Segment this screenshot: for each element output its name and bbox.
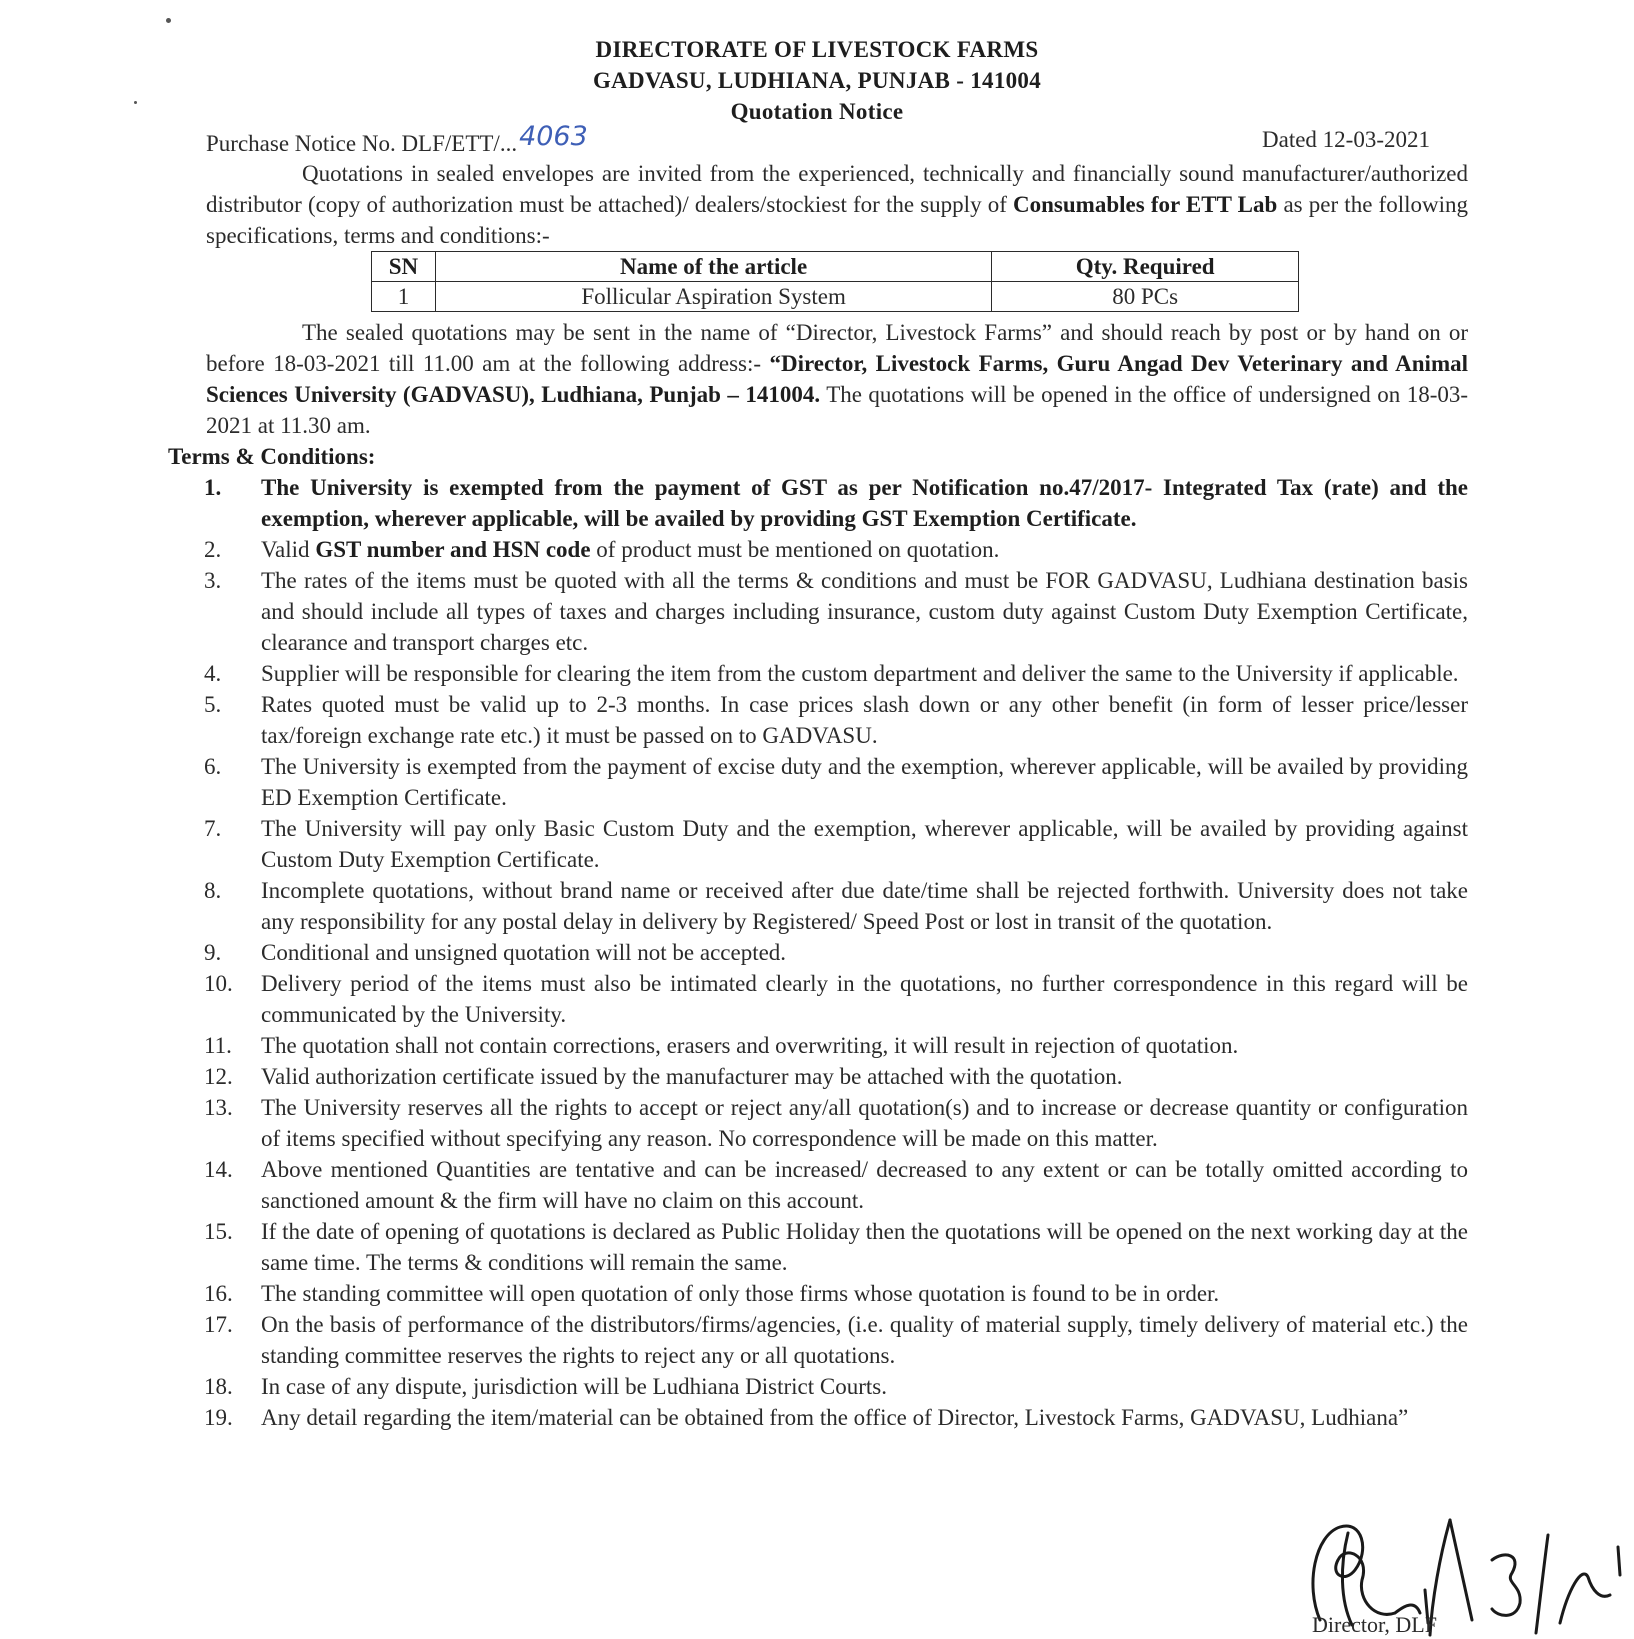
- term-text: The quotation shall not contain corrections, erasers and overwriting, it will result in rejection of quotation.: [261, 1033, 1239, 1058]
- header-line-3: Quotation Notice: [730, 99, 904, 124]
- document-header: [0, 34, 1634, 127]
- term-number: 4.: [204, 661, 222, 686]
- term-item: [204, 1030, 1468, 1061]
- term-item: [204, 565, 1468, 658]
- term-number: 7.: [204, 816, 222, 841]
- term-item: [204, 689, 1468, 751]
- header-line-2: GADVASU, LUDHIANA, PUNJAB - 141004: [592, 68, 1042, 93]
- term-number: 18.: [204, 1374, 233, 1399]
- term-number: 17.: [204, 1312, 233, 1337]
- term-number: 3.: [204, 568, 222, 593]
- term-number: 12.: [204, 1064, 233, 1089]
- table-header-qty: Qty. Required: [992, 252, 1299, 282]
- term-item: [204, 1278, 1468, 1309]
- scan-speck: [166, 18, 171, 23]
- term-item: [204, 658, 1468, 689]
- term-text: Above mentioned Quantities are tentative and can be increased/ decreased to any extent or can be totally omitted according to sanctioned amount & the firm will have no claim on this account.: [261, 1157, 1468, 1213]
- term-number: 1.: [204, 475, 222, 500]
- term-item: [204, 1309, 1468, 1371]
- submission-text-1: The sealed quotations may be sent in the name of “Director, Livestock Farms” and should reach by post or by hand on or before 18-03-2021 till 11.00 am at the following address:-: [206, 320, 1468, 376]
- term-text: The standing committee will open quotation of only those firms whose quotation is found to be in order.: [261, 1281, 1220, 1306]
- term-number: 10.: [204, 971, 233, 996]
- intro-text-1: Quotations in sealed envelopes are invited from the experienced, technically and financially sound manufacturer/authorized distributor (copy of authorization must be attached)/ dealers/stockiest for the supply of: [206, 161, 1468, 217]
- intro-paragraph: [206, 158, 1468, 251]
- term-item: [204, 875, 1468, 937]
- term-item: [204, 1092, 1468, 1154]
- term-item: [204, 751, 1468, 813]
- table-header-article: Name of the article: [435, 252, 991, 282]
- table-cell-sn: 1: [372, 282, 436, 312]
- notice-date: Dated 12-03-2021: [1262, 127, 1430, 152]
- term-number: 6.: [204, 754, 222, 779]
- term-text: Rates quoted must be valid up to 2-3 months. In case prices slash down or any other benefit (in form of lesser price/lesser tax/foreign exchange rate etc.) it must be passed on to GADVASU.: [261, 692, 1468, 748]
- notice-line: [206, 121, 1436, 158]
- term-item: [204, 1402, 1468, 1433]
- term-number: 13.: [204, 1095, 233, 1120]
- intro-text-2: as per the following specifications, terms and conditions:-: [206, 192, 1468, 248]
- header-line-1: DIRECTORATE OF LIVESTOCK FARMS: [595, 37, 1039, 62]
- term-number: 11.: [204, 1033, 232, 1058]
- term-item: [204, 813, 1468, 875]
- handwritten-notice-number: 4063: [519, 121, 588, 152]
- term-text: The University is exempted from the payment of GST as per Notification no.47/2017- Integrated Tax (rate) and the exemption, wherever applicable, will be availed by providing GST Exemption Certificate.: [261, 475, 1468, 531]
- term-text: Supplier will be responsible for clearing the item from the custom department and deliver the same to the University if applicable.: [261, 661, 1459, 686]
- submission-address: “Director, Livestock Farms, Guru Angad Dev Veterinary and Animal Sciences University (GADVASU), Ludhiana, Punjab – 141004.: [206, 351, 1468, 407]
- term-number: 5.: [204, 692, 222, 717]
- term-text: In case of any dispute, jurisdiction will be Ludhiana District Courts.: [261, 1374, 887, 1399]
- term-number: 15.: [204, 1219, 233, 1244]
- term-item: [204, 1371, 1468, 1402]
- term-text-post: of product must be mentioned on quotation.: [590, 537, 1000, 562]
- term-number: 19.: [204, 1405, 233, 1430]
- term-text: Valid authorization certificate issued by the manufacturer may be attached with the quotation.: [261, 1064, 1123, 1089]
- term-text: Conditional and unsigned quotation will not be accepted.: [261, 940, 787, 965]
- submission-text-2: The quotations will be opened in the office of undersigned on 18-03-2021 at 11.30 am.: [206, 382, 1469, 438]
- term-item: [204, 1154, 1468, 1216]
- terms-heading: Terms & Conditions:: [168, 444, 376, 469]
- term-text: The rates of the items must be quoted with all the terms & conditions and must be FOR GADVASU, Ludhiana destination basis and should include all types of taxes and charges including insurance, custom duty against Custom Duty Exemption Certificate, clearance and transport charges etc.: [261, 568, 1468, 655]
- term-item: [204, 968, 1468, 1030]
- term-item: [204, 534, 1468, 565]
- term-text: On the basis of performance of the distributors/firms/agencies, (i.e. quality of material supply, timely delivery of material etc.) the standing committee reserves the rights to reject any or all quotations.: [261, 1312, 1468, 1368]
- intro-bold: Consumables for ETT Lab: [1013, 192, 1278, 217]
- term-number: 2.: [204, 537, 222, 562]
- signature-label: Director, DLF: [1312, 1612, 1437, 1637]
- term-number: 8.: [204, 878, 222, 903]
- terms-list: [204, 472, 1468, 1433]
- term-text: The University reserves all the rights to accept or reject any/all quotation(s) and to increase or decrease quantity or configuration of items specified without specifying any reason. No correspondence will be made on this matter.: [261, 1095, 1468, 1151]
- term-number: 16.: [204, 1281, 233, 1306]
- term-number: 9.: [204, 940, 222, 965]
- term-text: The University is exempted from the payment of excise duty and the exemption, wherever applicable, will be availed by providing ED Exemption Certificate.: [261, 754, 1468, 810]
- term-item: [204, 1216, 1468, 1278]
- notice-prefix: Purchase Notice No. DLF/ETT/...: [206, 131, 518, 156]
- items-table: [371, 251, 1299, 312]
- submission-paragraph: [206, 317, 1468, 441]
- table-header-row: [372, 252, 1299, 282]
- term-text-pre: Valid: [261, 537, 316, 562]
- term-number: 14.: [204, 1157, 233, 1182]
- term-text-bold: GST number and HSN code: [315, 537, 591, 562]
- table-row: [372, 282, 1299, 312]
- term-item: [204, 1061, 1468, 1092]
- term-item: [204, 472, 1468, 534]
- term-text: The University will pay only Basic Custom Duty and the exemption, wherever applicable, will be availed by providing against Custom Duty Exemption Certificate.: [261, 816, 1468, 872]
- term-item: [204, 937, 1468, 968]
- table-cell-qty: 80 PCs: [992, 282, 1299, 312]
- term-text: Incomplete quotations, without brand name or received after due date/time shall be rejected forthwith. University does not take any responsibility for any postal delay in delivery by Registered/ Speed Post or lost in transit of the quotation.: [261, 878, 1468, 934]
- table-header-sn: SN: [372, 252, 436, 282]
- term-text: [261, 534, 1468, 565]
- term-text: Delivery period of the items must also be intimated clearly in the quotations, no further correspondence in this regard will be communicated by the University.: [261, 971, 1468, 1027]
- table-cell-article: Follicular Aspiration System: [435, 282, 991, 312]
- term-text: Any detail regarding the item/material can be obtained from the office of Director, Livestock Farms, GADVASU, Ludhiana”: [261, 1405, 1409, 1430]
- term-text: If the date of opening of quotations is declared as Public Holiday then the quotations will be opened on the next working day at the same time. The terms & conditions will remain the same.: [261, 1219, 1468, 1275]
